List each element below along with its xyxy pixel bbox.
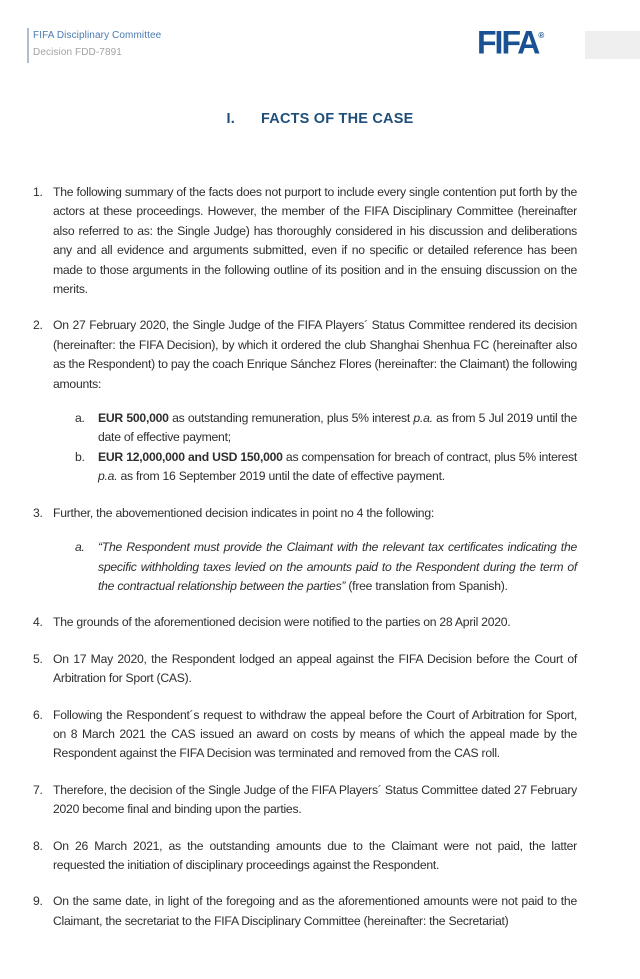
paragraph-text	[53, 837, 577, 876]
text-segment: On 27 February 2020, the Single Judge of the FIFA Players´ Status Committee rendered its decision (hereinafter: the FIFA Decision), by which it ordered the club Shanghai Shenhua FC (hereinafter also as the Respondent) to pay the coach Enrique Sánchez Flores (hereinafter: the Claimant) the following amounts:	[53, 318, 577, 391]
paragraph-text	[98, 448, 577, 487]
list-marker: 9.	[33, 894, 43, 909]
sub-list-item	[75, 409, 577, 448]
text-segment: On 17 May 2020, the Respondent lodged an appeal against the FIFA Decision before the Court of Arbitration for Sport (CAS).	[53, 651, 577, 686]
list-marker: 5.	[33, 651, 43, 666]
decision-reference: Decision FDD-7891	[33, 47, 122, 58]
numbered-paragraph	[33, 613, 577, 632]
sub-list-item	[75, 538, 577, 596]
fifa-logo	[477, 23, 544, 60]
registered-mark-icon: ®	[538, 31, 545, 40]
paragraph-text	[53, 183, 577, 299]
text-segment: Following the Respondent´s request to withdraw the appeal before the Court of Arbitration for Sport, on 8 March 2021 the CAS issued an award on costs by means of which the appeal made by the Respondent against the FIFA Decision was terminated and removed from the CAS roll.	[53, 707, 577, 761]
paragraph-text	[53, 706, 577, 764]
section-title	[0, 111, 640, 127]
text-segment: as from 5 Jul 2019 until the date of effective payment;	[98, 411, 577, 445]
text-segment: The following summary of the facts does not purport to include every single contention put forth by the actors at these proceedings. However, the member of the FIFA Disciplinary Committee (hereinafter also referred to as: the Single Judge) has thoroughly considered in his discussion and deliberations any and all evidence and arguments submitted, even if no specific or detailed reference has been made to those arguments in the following outline of its position and in the ensuing discussion on the merits.	[53, 185, 577, 297]
list-marker: a.	[75, 411, 85, 426]
text-segment: The grounds of the aforementioned decision were notified to the parties on 28 April 2020.	[53, 615, 511, 630]
list-marker: 2.	[33, 318, 43, 333]
numbered-paragraph	[33, 504, 577, 523]
list-marker: 8.	[33, 838, 43, 853]
text-segment: as outstanding remuneration, plus 5% interest	[168, 411, 414, 426]
committee-name: FIFA Disciplinary Committee	[33, 30, 162, 41]
section-title-text: FACTS OF THE CASE	[261, 111, 414, 127]
list-marker: 6.	[33, 707, 43, 722]
text-segment: Therefore, the decision of the Single Judge of the FIFA Players´ Status Committee dated 27 February 2020 become final and binding upon the parties.	[53, 782, 577, 817]
list-marker: b.	[75, 449, 85, 464]
paragraph-text	[53, 504, 577, 523]
text-segment: Further, the abovementioned decision indicates in point no 4 the following:	[53, 505, 434, 520]
text-segment: “The Respondent must provide the Claimant with the relevant tax certificates indicating the specific withholding taxes levied on the amounts paid to the Respondent during the term of the contractual relationship between the parties”	[98, 540, 577, 593]
section-numeral: I.	[226, 111, 236, 127]
text-segment: EUR 12,000,000 and USD 150,000	[98, 449, 283, 464]
text-segment: p.a.	[98, 469, 118, 484]
header-rule	[27, 28, 29, 63]
numbered-paragraph	[33, 706, 577, 764]
list-marker: 7.	[33, 782, 43, 797]
list-marker: 1.	[33, 185, 43, 199]
list-marker: a.	[75, 540, 85, 555]
text-segment: as compensation for breach of contract, plus 5% interest	[282, 449, 577, 464]
paragraph-text	[98, 538, 577, 596]
paragraph-text	[53, 613, 577, 632]
numbered-paragraph	[33, 316, 577, 394]
paragraph-text	[53, 316, 577, 394]
paragraph-text	[98, 409, 577, 448]
text-segment: EUR 500,000	[98, 411, 169, 426]
text-segment: On the same date, in light of the foregoing and as the aforementioned amounts were not paid to the Claimant, the secretariat to the FIFA Disciplinary Committee (hereinafter: the Secretariat)	[53, 894, 577, 928]
numbered-paragraph	[33, 650, 577, 689]
text-segment: (free translation from Spanish).	[345, 578, 508, 593]
text-segment: p.a.	[413, 411, 433, 426]
text-segment: as from 16 September 2019 until the date of effective payment.	[117, 469, 445, 484]
numbered-paragraph	[33, 837, 577, 876]
numbered-paragraph	[33, 183, 577, 299]
brand-bar	[585, 31, 640, 59]
paragraph-text	[53, 892, 577, 931]
paragraph-text	[53, 650, 577, 689]
list-marker: 4.	[33, 615, 43, 630]
fifa-logo-text: FIFA	[477, 24, 539, 61]
numbered-paragraph	[33, 781, 577, 820]
document-body	[33, 183, 577, 931]
list-marker: 3.	[33, 505, 43, 520]
numbered-paragraph	[33, 892, 577, 931]
paragraph-text	[53, 781, 577, 820]
text-segment: On 26 March 2021, as the outstanding amounts due to the Claimant were not paid, the latter requested the initiation of disciplinary proceedings against the Respondent.	[53, 838, 577, 872]
sub-list-item	[75, 448, 577, 487]
